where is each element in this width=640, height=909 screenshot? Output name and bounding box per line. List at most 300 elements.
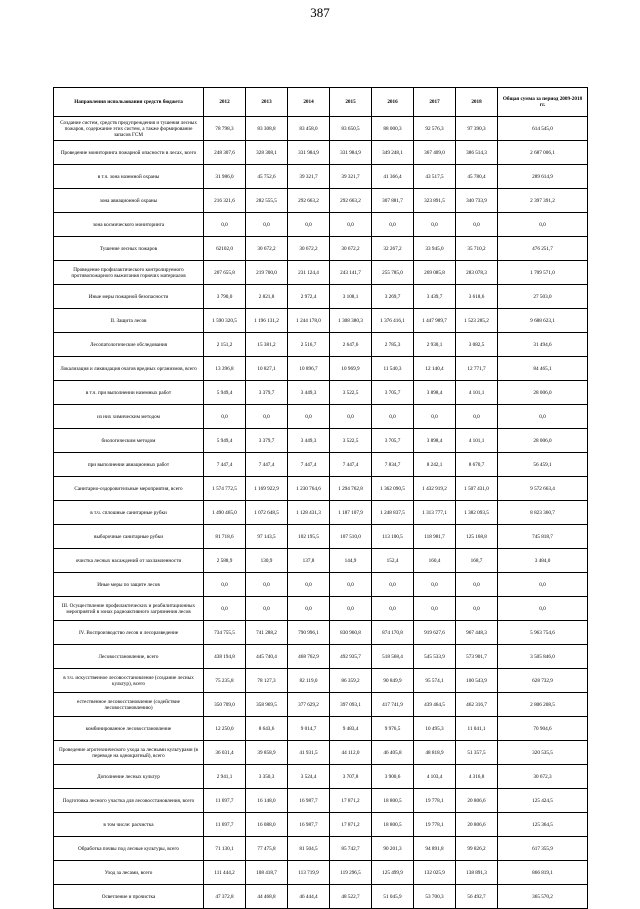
value-cell: 82 119,0 (288, 669, 330, 693)
value-cell: 44 468,8 (246, 885, 288, 909)
value-cell: 0,0 (288, 573, 330, 597)
value-cell: 741 288,2 (246, 621, 288, 645)
value-cell: 97 390,3 (456, 117, 498, 141)
row-label-cell: Подготовка лесного участка для лесовосстановления, всего (54, 789, 204, 813)
value-cell: 0,0 (288, 597, 330, 621)
row-label-cell: зона космического мониторинга (54, 213, 204, 237)
value-cell: 3 108,1 (330, 285, 372, 309)
table-row (54, 357, 588, 381)
value-cell: 1 230 764,6 (288, 477, 330, 501)
value-cell: 397 093,1 (330, 693, 372, 717)
value-cell: 152,4 (372, 549, 414, 573)
value-cell: 1 574 772,5 (204, 477, 246, 501)
value-cell: 90 201,3 (372, 837, 414, 861)
value-cell: 0,0 (204, 405, 246, 429)
header-cell: 2012 (204, 88, 246, 117)
value-cell: 46 444,4 (288, 885, 330, 909)
value-cell: 0,0 (414, 405, 456, 429)
value-cell: 3 449,3 (288, 381, 330, 405)
value-cell: 386 514,3 (456, 141, 498, 165)
value-cell: 9 572 663,4 (498, 477, 588, 501)
value-cell: 1 447 989,7 (414, 309, 456, 333)
value-cell: 19 778,1 (414, 813, 456, 837)
value-cell: 19 778,1 (414, 789, 456, 813)
value-cell: 20 806,6 (456, 813, 498, 837)
table-row (54, 621, 588, 645)
value-cell: 1 590 320,5 (204, 309, 246, 333)
table-row (54, 261, 588, 285)
value-cell: 8 242,1 (414, 453, 456, 477)
value-cell: 7 447,4 (330, 453, 372, 477)
value-cell: 99 826,2 (456, 837, 498, 861)
row-label-cell: в т.ч. зона наземной охраны (54, 165, 204, 189)
value-cell: 31 494,6 (498, 333, 588, 357)
value-cell: 331 984,9 (330, 141, 372, 165)
value-cell: 328 308,1 (246, 141, 288, 165)
table-row (54, 597, 588, 621)
value-cell: 307 881,7 (372, 189, 414, 213)
value-cell: 12 771,7 (456, 357, 498, 381)
header-cell: 2016 (372, 88, 414, 117)
value-cell: 84 465,1 (498, 357, 588, 381)
value-cell: 30 672,3 (498, 765, 588, 789)
value-cell: 282 555,5 (246, 189, 288, 213)
value-cell: 1 382 093,5 (456, 501, 498, 525)
value-cell: 5 949,4 (204, 381, 246, 405)
value-cell: 231 124,4 (288, 261, 330, 285)
row-label-cell: Иные меры пожарной безопасности (54, 285, 204, 309)
value-cell: 2 785,3 (372, 333, 414, 357)
value-cell: 138 891,3 (456, 861, 498, 885)
value-cell: 745 818,7 (498, 525, 588, 549)
value-cell: 17 871,2 (330, 813, 372, 837)
value-cell: 0,0 (498, 405, 588, 429)
value-cell: 95 574,1 (414, 669, 456, 693)
value-cell: 0,0 (330, 213, 372, 237)
row-label-cell: в т.ч. искусственное лесовосстановление (создание лесных культур), всего (54, 669, 204, 693)
table-row (54, 237, 588, 261)
value-cell: 3 900,6 (372, 765, 414, 789)
value-cell: 111 444,2 (204, 861, 246, 885)
table-row (54, 309, 588, 333)
value-cell: 919 627,6 (414, 621, 456, 645)
value-cell: 790 996,1 (288, 621, 330, 645)
table-row (54, 453, 588, 477)
value-cell: 56 459,1 (498, 453, 588, 477)
header-cell-direction: Направления использования средств бюджета (54, 88, 204, 117)
row-label-cell: при выполнении авиационных работ (54, 453, 204, 477)
value-cell: 365 570,2 (498, 885, 588, 909)
row-label-cell: зона авиационной охраны (54, 189, 204, 213)
value-cell: 3 618,6 (456, 285, 498, 309)
value-cell: 2 588,9 (204, 549, 246, 573)
value-cell: 340 733,9 (456, 189, 498, 213)
value-cell: 349 248,1 (372, 141, 414, 165)
value-cell: 10 827,1 (246, 357, 288, 381)
value-cell: 617 355,9 (498, 837, 588, 861)
value-cell: 47 372,8 (204, 885, 246, 909)
value-cell: 30 672,2 (246, 237, 288, 261)
row-label-cell: из них химическим методом (54, 405, 204, 429)
value-cell: 81 718,6 (204, 525, 246, 549)
value-cell: 77 475,8 (246, 837, 288, 861)
row-label-cell: Осветление и прочистка (54, 885, 204, 909)
table-row (54, 165, 588, 189)
header-row (54, 88, 588, 117)
row-label-cell: Иные меры по защите лесов (54, 573, 204, 597)
value-cell: 0,0 (372, 573, 414, 597)
value-cell: 0,0 (246, 213, 288, 237)
value-cell: 4 103,4 (414, 765, 456, 789)
value-cell: 492 935,7 (330, 645, 372, 669)
header-cell: 2013 (246, 88, 288, 117)
value-cell: 1 169 922,9 (246, 477, 288, 501)
value-cell: 92 576,3 (414, 117, 456, 141)
row-label-cell: Санитарно-оздоровительные мероприятия, всего (54, 477, 204, 501)
value-cell: 20 806,6 (456, 789, 498, 813)
table-row (54, 693, 588, 717)
row-label-cell: естественное лесовосстановление (содействие лесовосстановлению) (54, 693, 204, 717)
value-cell: 8 823 360,7 (498, 501, 588, 525)
value-cell: 216 321,6 (204, 189, 246, 213)
value-cell: 3 898,4 (414, 381, 456, 405)
value-cell: 3 379,7 (246, 429, 288, 453)
value-cell: 51 357,5 (456, 741, 498, 765)
value-cell: 2 821,8 (246, 285, 288, 309)
value-cell: 0,0 (456, 573, 498, 597)
value-cell: 3 522,5 (330, 429, 372, 453)
value-cell: 967 448,3 (456, 621, 498, 645)
value-cell: 3 707,8 (330, 765, 372, 789)
row-label-cell: Проведение профилактического контролируемого противопожарного выжигания горючих материалов (54, 261, 204, 285)
value-cell: 2 806 208,5 (498, 693, 588, 717)
value-cell: 48 818,9 (414, 741, 456, 765)
value-cell: 0,0 (414, 213, 456, 237)
value-cell: 476 251,7 (498, 237, 588, 261)
value-cell: 44 112,0 (330, 741, 372, 765)
value-cell: 0,0 (456, 405, 498, 429)
value-cell: 866 819,1 (498, 861, 588, 885)
value-cell: 283 078,3 (456, 261, 498, 285)
value-cell: 1 709 571,0 (498, 261, 588, 285)
value-cell: 94 891,8 (414, 837, 456, 861)
row-label-cell: в т.ч. сплошные санитарные рубки (54, 501, 204, 525)
value-cell: 5 949,4 (204, 429, 246, 453)
value-cell: 39 321,7 (288, 165, 330, 189)
value-cell: 0,0 (246, 405, 288, 429)
value-cell: 0,0 (498, 573, 588, 597)
row-label-cell: Проведение агротехнического ухода за лесными культурами (в переводе на однократный), всего (54, 741, 204, 765)
value-cell: 83 308,8 (246, 117, 288, 141)
value-cell: 78 127,3 (246, 669, 288, 693)
value-cell: 8 670,7 (456, 453, 498, 477)
value-cell: 16 987,7 (288, 813, 330, 837)
value-cell: 100 543,9 (456, 669, 498, 693)
value-cell: 4 316,8 (456, 765, 498, 789)
header-cell: 2015 (330, 88, 372, 117)
value-cell: 2 516,7 (288, 333, 330, 357)
value-cell: 3 522,5 (330, 381, 372, 405)
value-cell: 125 168,8 (456, 525, 498, 549)
row-label-cell: в т.ч. при выполнении наземных работ (54, 381, 204, 405)
value-cell: 292 663,2 (330, 189, 372, 213)
table-row (54, 501, 588, 525)
value-cell: 0,0 (204, 573, 246, 597)
table-row (54, 717, 588, 741)
value-cell: 0,0 (330, 597, 372, 621)
value-cell: 27 503,0 (498, 285, 588, 309)
value-cell: 377 629,2 (288, 693, 330, 717)
table-body (54, 117, 588, 909)
value-cell: 0,0 (414, 597, 456, 621)
value-cell: 160,4 (414, 549, 456, 573)
value-cell: 445 740,4 (246, 645, 288, 669)
value-cell: 2 397 391,2 (498, 189, 588, 213)
value-cell: 830 960,8 (330, 621, 372, 645)
value-cell: 33 945,0 (414, 237, 456, 261)
value-cell: 17 871,2 (330, 789, 372, 813)
value-cell: 11 041,1 (456, 717, 498, 741)
value-cell: 248 307,6 (204, 141, 246, 165)
value-cell: 31 986,0 (204, 165, 246, 189)
value-cell: 45 752,6 (246, 165, 288, 189)
row-label-cell: Уход за лесами, всего (54, 861, 204, 885)
value-cell: 2 151,2 (204, 333, 246, 357)
value-cell: 462 316,7 (456, 693, 498, 717)
value-cell: 0,0 (414, 573, 456, 597)
value-cell: 43 517,5 (414, 165, 456, 189)
value-cell: 168,7 (456, 549, 498, 573)
header-cell: 2018 (456, 88, 498, 117)
value-cell: 1 376 416,1 (372, 309, 414, 333)
value-cell: 39 858,9 (246, 741, 288, 765)
page-number: 387 (310, 5, 330, 20)
value-cell: 90 849,9 (372, 669, 414, 693)
value-cell: 1 128 431,3 (288, 501, 330, 525)
value-cell: 367 409,0 (414, 141, 456, 165)
row-label-cell: выборочные санитарные рубки (54, 525, 204, 549)
value-cell: 4 101,1 (456, 381, 498, 405)
value-cell: 56 492,7 (456, 885, 498, 909)
value-cell: 1 196 131,2 (246, 309, 288, 333)
value-cell: 1 308 380,3 (330, 309, 372, 333)
value-cell: 1 432 919,2 (414, 477, 456, 501)
value-cell: 874 170,8 (372, 621, 414, 645)
value-cell: 0,0 (330, 405, 372, 429)
value-cell: 3 898,4 (414, 429, 456, 453)
value-cell: 16 088,0 (246, 813, 288, 837)
value-cell: 1 187 107,9 (330, 501, 372, 525)
value-cell: 269 085,8 (414, 261, 456, 285)
value-cell: 86 359,2 (330, 669, 372, 693)
value-cell: 125 499,9 (372, 861, 414, 885)
value-cell: 518 568,4 (372, 645, 414, 669)
value-cell: 83 650,5 (330, 117, 372, 141)
value-cell: 0,0 (498, 597, 588, 621)
value-cell: 32 267,2 (372, 237, 414, 261)
value-cell: 573 901,7 (456, 645, 498, 669)
row-label-cell: Дополнение лесных культур (54, 765, 204, 789)
value-cell: 5 963 754,6 (498, 621, 588, 645)
value-cell: 292 663,2 (288, 189, 330, 213)
value-cell: 3 524,4 (288, 765, 330, 789)
row-label-cell: Локализация и ликвидация очагов вредных организмов, всего (54, 357, 204, 381)
value-cell: 108 418,7 (246, 861, 288, 885)
value-cell: 243 141,7 (330, 261, 372, 285)
value-cell: 2 941,1 (204, 765, 246, 789)
value-cell: 320 535,5 (498, 741, 588, 765)
table-row (54, 405, 588, 429)
value-cell: 81 504,5 (288, 837, 330, 861)
table-row (54, 789, 588, 813)
value-cell: 1 523 285,2 (456, 309, 498, 333)
value-cell: 7 834,7 (372, 453, 414, 477)
value-cell: 16 987,7 (288, 789, 330, 813)
value-cell: 9 014,7 (288, 717, 330, 741)
value-cell: 51 045,9 (372, 885, 414, 909)
value-cell: 219 700,0 (246, 261, 288, 285)
table-row (54, 765, 588, 789)
value-cell: 2 972,4 (288, 285, 330, 309)
value-cell: 71 130,1 (204, 837, 246, 861)
value-cell: 83 458,0 (288, 117, 330, 141)
value-cell: 28 006,0 (498, 381, 588, 405)
table-row (54, 189, 588, 213)
value-cell: 9 483,4 (330, 717, 372, 741)
table-row (54, 669, 588, 693)
value-cell: 119 296,5 (330, 861, 372, 885)
value-cell: 0,0 (372, 597, 414, 621)
value-cell: 1 248 837,5 (372, 501, 414, 525)
value-cell: 255 785,0 (372, 261, 414, 285)
value-cell: 3 439,7 (414, 285, 456, 309)
value-cell: 125 364,5 (498, 813, 588, 837)
value-cell: 1 313 777,1 (414, 501, 456, 525)
value-cell: 438 194,8 (204, 645, 246, 669)
value-cell: 417 741,9 (372, 693, 414, 717)
value-cell: 70 904,6 (498, 717, 588, 741)
value-cell: 0,0 (330, 573, 372, 597)
value-cell: 41 366,4 (372, 165, 414, 189)
table-row (54, 213, 588, 237)
value-cell: 628 732,9 (498, 669, 588, 693)
row-label-cell: биологическим методом (54, 429, 204, 453)
row-label-cell: комбинированное лесовосстановление (54, 717, 204, 741)
row-label-cell: в том числе: расчистка (54, 813, 204, 837)
value-cell: 10 969,9 (330, 357, 372, 381)
value-cell: 36 031,4 (204, 741, 246, 765)
value-cell: 0,0 (372, 213, 414, 237)
value-cell: 3 790,0 (204, 285, 246, 309)
row-label-cell: Проведение мониторинга пожарной опасности в лесах, всего (54, 141, 204, 165)
value-cell: 9 976,5 (372, 717, 414, 741)
value-cell: 0,0 (372, 405, 414, 429)
value-cell: 85 742,7 (330, 837, 372, 861)
value-cell: 28 006,0 (498, 429, 588, 453)
value-cell: 15 381,2 (246, 333, 288, 357)
value-cell: 7 447,4 (204, 453, 246, 477)
value-cell: 3 705,7 (372, 429, 414, 453)
value-cell: 3 082,5 (456, 333, 498, 357)
value-cell: 12 140,4 (414, 357, 456, 381)
value-cell: 0,0 (288, 405, 330, 429)
value-cell: 144,9 (330, 549, 372, 573)
value-cell: 10 896,7 (288, 357, 330, 381)
table-row (54, 117, 588, 141)
value-cell: 0,0 (456, 597, 498, 621)
budget-table (53, 87, 588, 909)
value-cell: 137,8 (288, 549, 330, 573)
value-cell: 734 755,5 (204, 621, 246, 645)
value-cell: 11 697,7 (204, 813, 246, 837)
value-cell: 289 614,9 (498, 165, 588, 189)
value-cell: 39 321,7 (330, 165, 372, 189)
value-cell: 113 100,5 (372, 525, 414, 549)
row-label-cell: III. Осуществление профилактических и реабилитационных мероприятий в зонах радиоактивного загрязнения лесов (54, 597, 204, 621)
value-cell: 16 148,0 (246, 789, 288, 813)
value-cell: 88 000,3 (372, 117, 414, 141)
table-row (54, 141, 588, 165)
value-cell: 1 294 762,8 (330, 477, 372, 501)
value-cell: 0,0 (498, 213, 588, 237)
value-cell: 358 969,5 (246, 693, 288, 717)
value-cell: 0,0 (204, 597, 246, 621)
row-label-cell: Создание систем, средств предупреждения и тушения лесных пожаров, содержание этих систем, а также формирование запасов ГСМ (54, 117, 204, 141)
value-cell: 9 688 623,1 (498, 309, 588, 333)
table-row (54, 525, 588, 549)
value-cell: 1 507 431,0 (456, 477, 498, 501)
value-cell: 107 510,0 (330, 525, 372, 549)
table-row (54, 837, 588, 861)
value-cell: 3 350,3 (246, 765, 288, 789)
value-cell: 45 780,4 (456, 165, 498, 189)
table-row (54, 381, 588, 405)
value-cell: 3 269,7 (372, 285, 414, 309)
value-cell: 11 697,7 (204, 789, 246, 813)
value-cell: 1 362 090,5 (372, 477, 414, 501)
header-cell: 2014 (288, 88, 330, 117)
header-cell: Общая сумма за период 2009-2018 гг. (498, 88, 588, 117)
value-cell: 11 540,3 (372, 357, 414, 381)
value-cell: 48 522,7 (330, 885, 372, 909)
value-cell: 78 798,3 (204, 117, 246, 141)
table-row (54, 645, 588, 669)
table-row (54, 477, 588, 501)
value-cell: 30 672,2 (330, 237, 372, 261)
value-cell: 118 981,7 (414, 525, 456, 549)
value-cell: 331 984,9 (288, 141, 330, 165)
value-cell: 41 931,5 (288, 741, 330, 765)
value-cell: 323 891,5 (414, 189, 456, 213)
value-cell: 13 396,8 (204, 357, 246, 381)
header-cell: 2017 (414, 88, 456, 117)
value-cell: 8 643,6 (246, 717, 288, 741)
value-cell: 0,0 (246, 597, 288, 621)
value-cell: 350 709,0 (204, 693, 246, 717)
value-cell: 7 447,4 (246, 453, 288, 477)
value-cell: 3 379,7 (246, 381, 288, 405)
value-cell: 18 800,5 (372, 813, 414, 837)
row-label-cell: Лесопатологические обследования (54, 333, 204, 357)
value-cell: 3 484,0 (498, 549, 588, 573)
value-cell: 30 672,2 (288, 237, 330, 261)
value-cell: 7 447,4 (288, 453, 330, 477)
value-cell: 0,0 (204, 213, 246, 237)
value-cell: 132 025,9 (414, 861, 456, 885)
value-cell: 18 800,5 (372, 789, 414, 813)
table-row (54, 573, 588, 597)
table-row (54, 429, 588, 453)
